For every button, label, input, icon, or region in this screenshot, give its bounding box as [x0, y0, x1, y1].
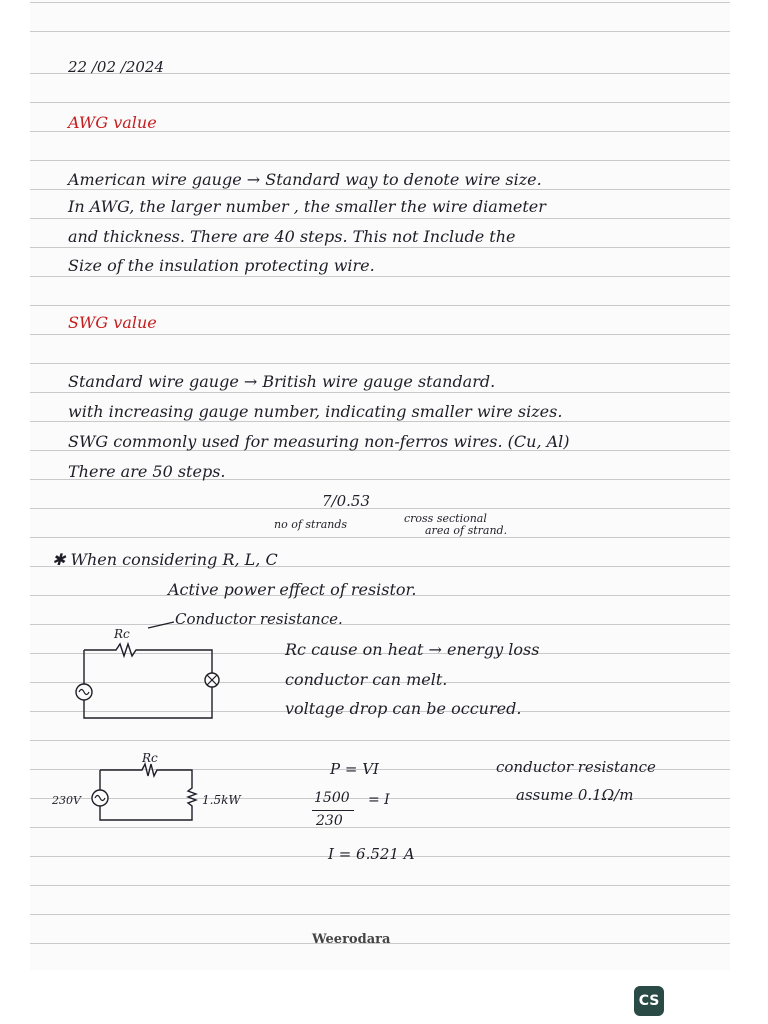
strand-count-label: no of strands	[274, 518, 348, 531]
swg-line-2: with increasing gauge number, indicating smaller wire sizes.	[68, 402, 563, 421]
swg-line-3: SWG commonly used for measuring non-ferros wires. (Cu, Al)	[68, 432, 570, 451]
brand-stamp: Weerodara	[312, 932, 391, 947]
notebook-page	[30, 0, 730, 970]
fraction-bar	[312, 810, 354, 811]
rc-note-1: Rc cause on heat → energy loss	[285, 640, 540, 659]
circuit1-rc-label: Rc	[114, 627, 130, 641]
circuit2-load-label: 1.5kW	[202, 793, 241, 807]
awg-line-4: Size of the insulation protecting wire.	[68, 256, 375, 275]
awg-line-2: In AWG, the larger number , the smaller the wire diameter	[68, 197, 546, 216]
rc-note-3: voltage drop can be occured.	[285, 699, 522, 718]
awg-line-1: American wire gauge → Standard way to denote wire size.	[68, 170, 542, 189]
assume-resistance-note: assume 0.1Ω/m	[516, 786, 634, 804]
rc-note-2: conductor can melt.	[285, 670, 448, 689]
circuit2-source-label: 230V	[52, 794, 81, 807]
current-result: I = 6.521 A	[328, 845, 415, 863]
strand-notation: 7/0.53	[322, 492, 370, 510]
conductor-resistance-label: Conductor resistance.	[175, 610, 343, 628]
circuit-diagram-2	[30, 750, 260, 830]
fraction-denominator: 230	[316, 813, 343, 829]
circuit-diagram-1	[70, 620, 230, 730]
rlc-title: ✱ When considering R, L, C	[52, 550, 278, 569]
swg-line-4: There are 50 steps.	[68, 462, 226, 481]
power-equation: P = VI	[330, 760, 379, 778]
fraction-rhs: = I	[368, 792, 390, 808]
strand-area-label-2: area of strand.	[425, 524, 508, 537]
fraction-numerator: 1500	[314, 790, 350, 806]
rlc-active-power: Active power effect of resistor.	[168, 580, 417, 599]
awg-heading: AWG value	[68, 113, 157, 132]
camscanner-badge: CS	[634, 986, 664, 1016]
awg-line-3: and thickness. There are 40 steps. This not Include the	[68, 227, 516, 246]
conductor-resistance-note: conductor resistance	[496, 758, 656, 776]
circuit2-rc-label: Rc	[142, 751, 158, 765]
strand-area-label-1: cross sectional	[404, 512, 487, 525]
swg-line-1: Standard wire gauge → British wire gauge standard.	[68, 372, 496, 391]
page-date: 22 /02 /2024	[68, 58, 164, 76]
swg-heading: SWG value	[68, 313, 157, 332]
